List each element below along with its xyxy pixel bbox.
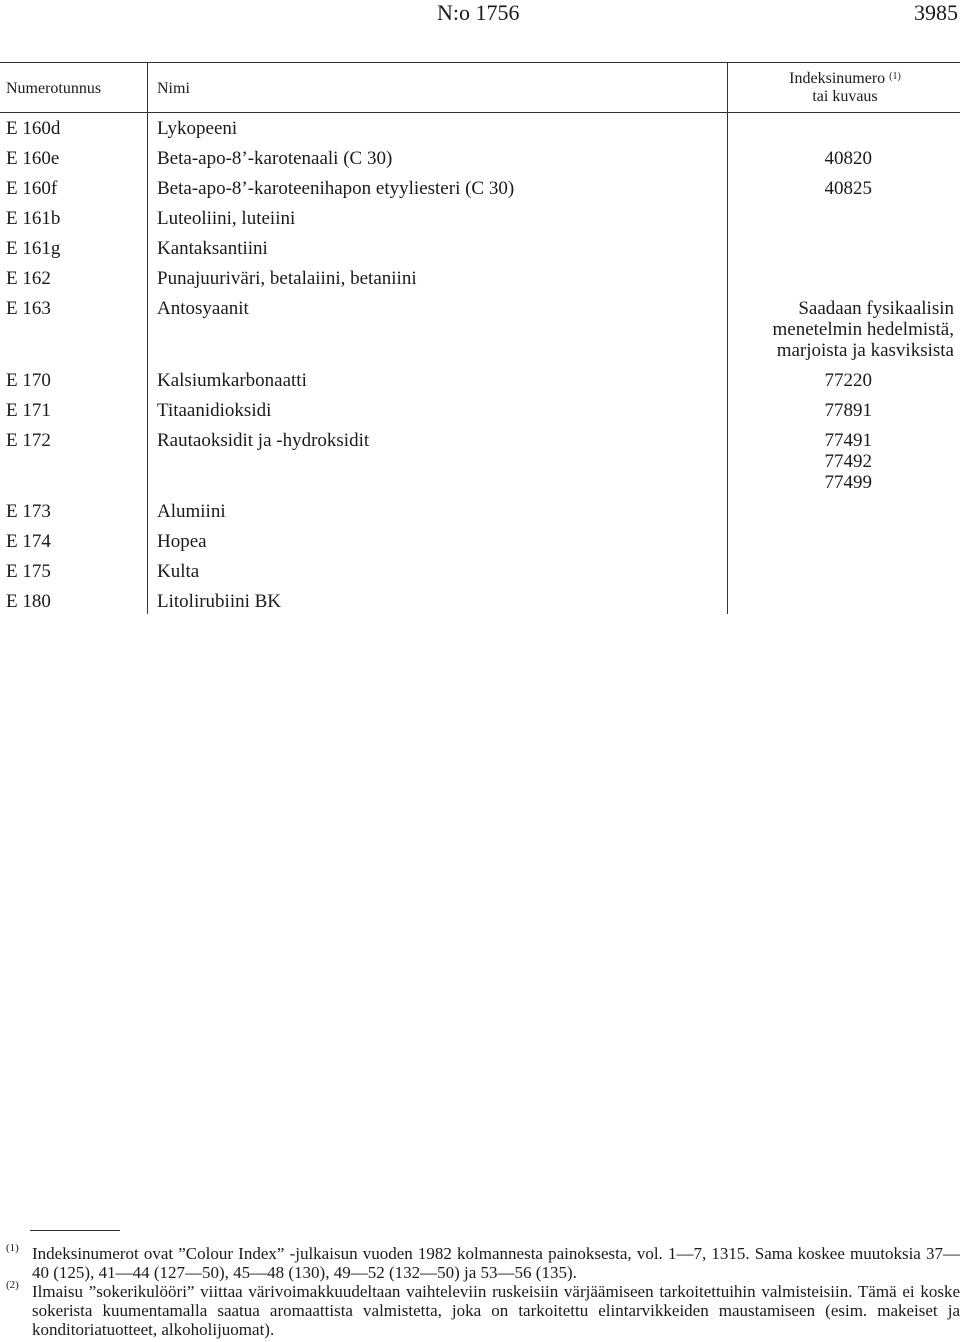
footnote-text: Ilmaisu ”sokerikulööri” viittaa värivoimakkuudeltaan vaihteleviin ruskeisiin värjäämiseen tarkoitettuihin valmisteisiin. Tämä ei koske sokerista kuumentamalla saatua aromaattista valmistetta, joka on tarkoitettu elintarvikkeiden maustamiseen (esim. makeiset ja konditoriatuotteet, alkoholijuomat). <box>32 1282 960 1339</box>
cell-index: 77220 <box>824 370 872 391</box>
cell-index: 77891 <box>824 400 872 421</box>
column-header-index <box>730 70 960 106</box>
cell-name: Hopea <box>157 531 207 552</box>
cell-code: E 180 <box>6 591 51 612</box>
cell-code: E 162 <box>6 268 51 289</box>
footnote-ref: (1) <box>889 71 901 82</box>
cell-index: 40820 <box>824 148 872 169</box>
cell-index: 40825 <box>824 178 872 199</box>
cell-name: Kalsiumkarbonaatti <box>157 370 307 391</box>
footnote-rule <box>30 1230 120 1231</box>
document-number: N:o 1756 <box>437 0 520 25</box>
cell-index: Saadaan fysikaalisin menetelmin hedelmistä, marjoista ja kasviksista <box>772 298 954 361</box>
cell-code: E 175 <box>6 561 51 582</box>
cell-name: Punajuuriväri, betalaiini, betaniini <box>157 268 417 289</box>
cell-name: Luteoliini, luteiini <box>157 208 296 229</box>
column-header-code: Numerotunnus <box>6 80 102 97</box>
cell-name: Kantaksantiini <box>157 238 268 259</box>
footnote-mark: (1) <box>6 1242 19 1254</box>
cell-code: E 160e <box>6 148 60 169</box>
cell-code: E 160f <box>6 178 58 199</box>
column-header-index-label: Indeksinumero <box>789 70 886 87</box>
cell-name: Titaanidioksidi <box>157 400 272 421</box>
footnote-mark: (2) <box>6 1279 19 1291</box>
cell-code: E 163 <box>6 298 51 319</box>
footnote-text: Indeksinumerot ovat ”Colour Index” -julkaisun vuoden 1982 kolmannesta painoksesta, vol. 1—7, 1315. Sama koskee muutoksia 37—40 (125), 41—44 (127—50), 45—48 (130), 49—52 (132—50) ja 53—56 (135). <box>32 1244 960 1282</box>
column-divider <box>147 62 148 614</box>
cell-code: E 172 <box>6 430 51 451</box>
cell-name: Alumiini <box>157 501 226 522</box>
cell-name: Kulta <box>157 561 200 582</box>
cell-code: E 171 <box>6 400 51 421</box>
column-divider <box>727 62 728 614</box>
column-header-index-sublabel: tai kuvaus <box>812 88 878 105</box>
cell-name: Beta-apo-8’-karotenaali (C 30) <box>157 148 393 169</box>
cell-index: 77491 77492 77499 <box>824 430 872 493</box>
table-top-rule <box>0 62 960 63</box>
page-header <box>0 0 960 30</box>
cell-code: E 174 <box>6 531 51 552</box>
table-header-rule <box>0 112 960 113</box>
cell-name: Litolirubiini BK <box>157 591 282 612</box>
cell-code: E 170 <box>6 370 51 391</box>
cell-code: E 160d <box>6 118 61 139</box>
page-number: 3985 <box>914 0 958 25</box>
cell-code: E 161b <box>6 208 61 229</box>
column-header-name: Nimi <box>157 80 190 97</box>
cell-name: Antosyaanit <box>157 298 249 319</box>
cell-code: E 161g <box>6 238 61 259</box>
cell-name: Lykopeeni <box>157 118 238 139</box>
cell-name: Rautaoksidit ja -hydroksidit <box>157 430 370 451</box>
cell-name: Beta-apo-8’-karoteenihapon etyyliesteri (C 30) <box>157 178 515 199</box>
cell-code: E 173 <box>6 501 51 522</box>
